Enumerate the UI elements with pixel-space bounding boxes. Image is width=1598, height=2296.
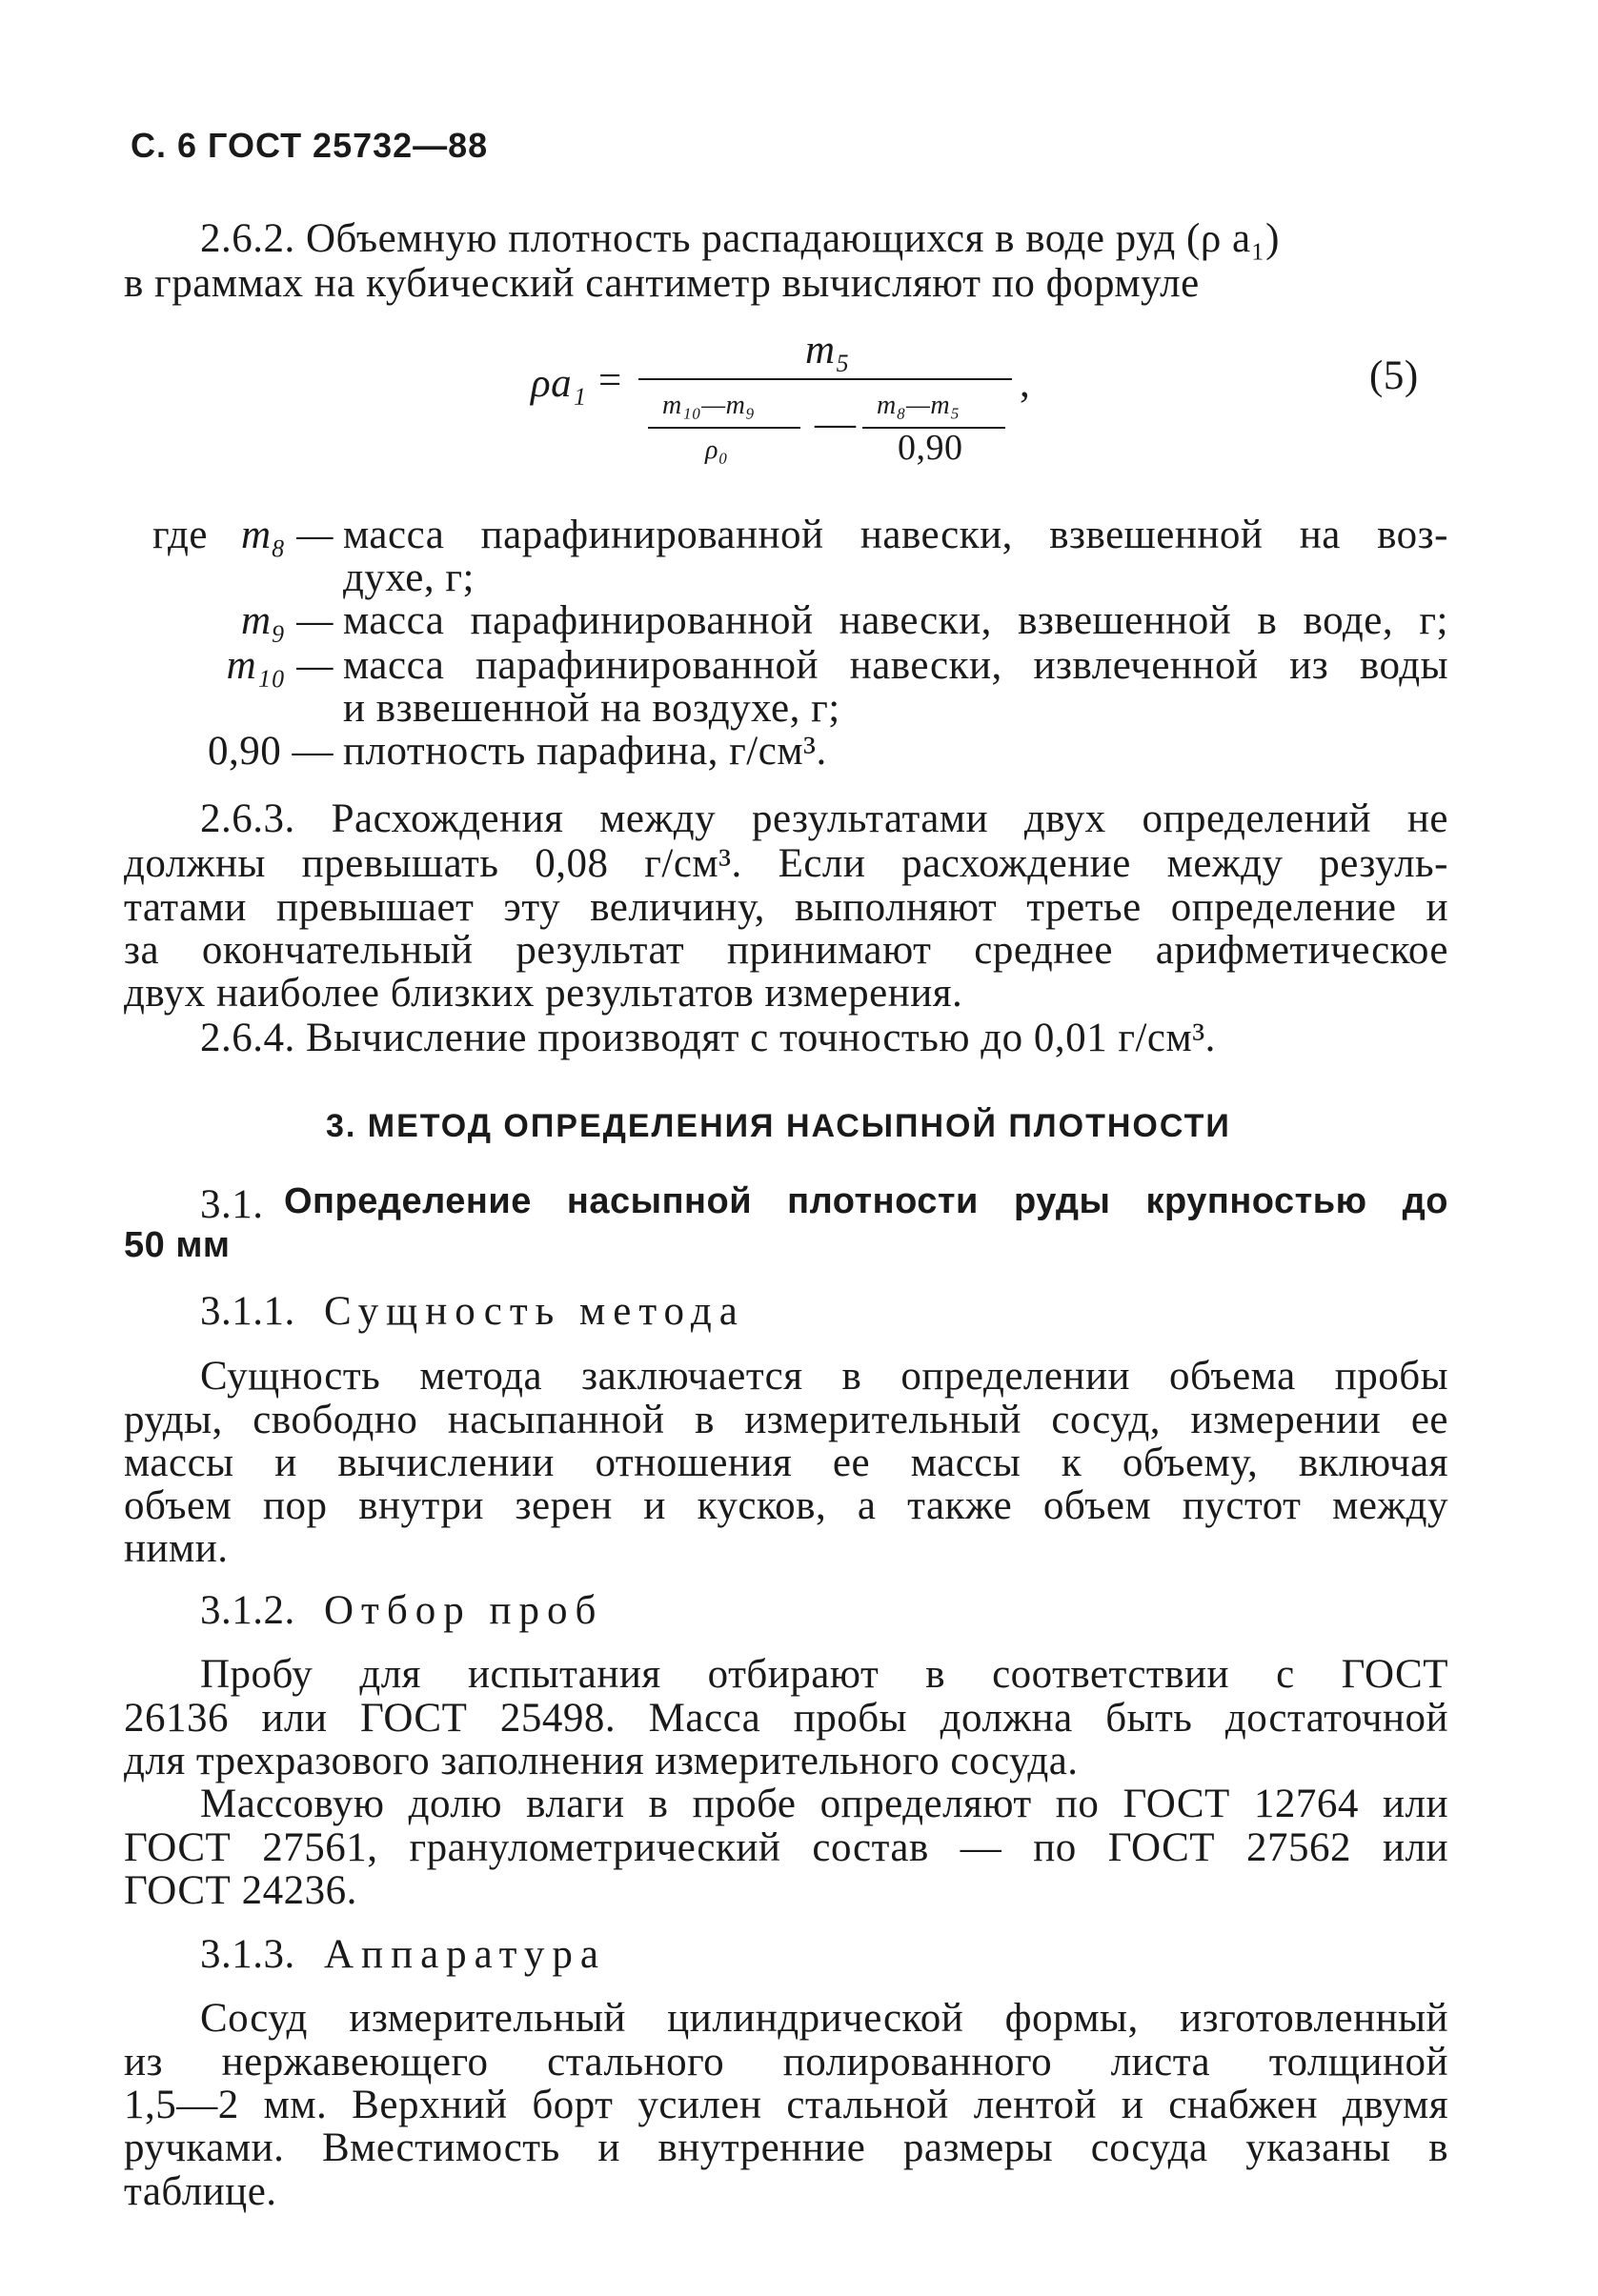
p-2-6-3-line3: татами превышает эту величину, выполняют третье определение и	[124, 885, 1448, 930]
formula-frac2-den: 0,90	[898, 428, 963, 468]
s3-1-2-line2: 26136 или ГОСТ 25498. Масса пробы должна быть достаточной	[124, 1696, 1448, 1741]
s3-1-2-line1: Пробу для испытания отбирают в соответствии с ГОСТ	[200, 1652, 1448, 1697]
s3-1-2-line4: Массовую долю влаги в пробе определяют по ГОСТ 12764 или	[200, 1782, 1448, 1826]
where-def-m10-line1: масса парафинированной навески, извлеченной из воды	[343, 643, 1448, 688]
where-sym-m8: m₈ —	[241, 513, 334, 557]
where-sym-m9: m₉ —	[241, 598, 334, 643]
s3-1-3-line4: ручками. Вместимость и внутренние размеры сосуда указаны в	[124, 2125, 1448, 2170]
formula-frac1-num: m₁₀—m₉	[662, 391, 756, 420]
p-2-6-3-line5: двух наиболее близких результатов измерения.	[124, 971, 963, 1016]
formula-main-fraction-bar	[638, 378, 1012, 380]
formula-frac2-num: m₈—m₅	[877, 391, 961, 420]
p-2-6-3-line4: за окончательный результат принимают среднее арифметическое	[124, 928, 1448, 973]
where-sym-090: 0,90 —	[208, 729, 334, 774]
s3-1-1-line2: руды, свободно насыпанной в измерительный сосуд, измерении ее	[124, 1398, 1448, 1442]
s3-1-2-line5: ГОСТ 27561, гранулометрический состав — по ГОСТ 27562 или	[124, 1825, 1448, 1870]
s3-1-3-line3: 1,5—2 мм. Верхний борт усилен стальной лентой и снабжен двумя	[124, 2083, 1448, 2127]
p-2-6-2-line1: 2.6.2. Объемную плотность распадающихся в воде руд (ρ a₁)	[200, 216, 1280, 261]
s3-1-3-line1: Сосуд измерительный цилиндрической формы, изготовленный	[200, 1996, 1448, 2041]
where-def-m8-line1: масса парафинированной навески, взвешенной на воз-	[343, 513, 1448, 557]
where-def-m8-line2: духе, г;	[343, 555, 475, 600]
where-sym-m10: m₁₀ —	[226, 643, 334, 688]
where-def-m10-line2: и взвешенной на воздухе, г;	[343, 686, 840, 731]
where-intro: где	[152, 513, 208, 557]
section-3-title: 3. МЕТОД ОПРЕДЕЛЕНИЯ НАСЫПНОЙ ПЛОТНОСТИ	[326, 1108, 1231, 1144]
p-2-6-2-line2: в граммах на кубический сантиметр вычисляют по формуле	[124, 261, 1200, 306]
s3-1-1-line5: ними.	[124, 1526, 229, 1571]
s3-1-1-number: 3.1.1.	[200, 1289, 295, 1334]
s3-1-title-line2: 50 мм	[124, 1225, 231, 1265]
formula-minus: —	[815, 401, 857, 446]
s3-1-1-title: Сущность метода	[324, 1289, 745, 1334]
formula-equals: =	[598, 358, 622, 403]
s3-1-title-line1: Определение насыпной плотности руды крупностью до	[284, 1181, 1448, 1221]
s3-1-3-line2: из нержавеющего стального полированного листа толщиной	[124, 2040, 1448, 2085]
formula-frac1-bar	[648, 427, 800, 429]
s3-1-2-number: 3.1.2.	[200, 1588, 295, 1633]
formula-number: (5)	[1369, 353, 1419, 398]
s3-1-2-line6: ГОСТ 24236.	[124, 1868, 357, 1913]
s3-1-3-line5: таблице.	[124, 2169, 277, 2214]
s3-1-3-number: 3.1.3.	[200, 1932, 295, 1977]
p-2-6-3-line2: должны превышать 0,08 г/см³. Если расхождение между резуль-	[124, 841, 1448, 886]
s3-1-1-line4: объем пор внутри зерен и кусков, а также объем пустот между	[124, 1483, 1448, 1528]
where-def-m9: масса парафинированной навески, взвешенной в воде, г;	[343, 598, 1448, 643]
formula-frac1-den: ρ₀	[705, 435, 729, 465]
s3-1-1-line3: массы и вычислении отношения ее массы к объему, включая	[124, 1440, 1448, 1485]
s3-1-number: 3.1.	[200, 1182, 264, 1227]
s3-1-1-line1: Сущность метода заключается в определении объема пробы	[200, 1354, 1448, 1399]
where-def-090: плотность парафина, г/см³.	[343, 729, 827, 774]
s3-1-2-line3: для трехразового заполнения измерительного сосуда.	[124, 1739, 1079, 1783]
s3-1-3-title: Аппаратура	[324, 1932, 606, 1977]
formula-comma: ,	[1020, 361, 1031, 406]
p-2-6-3-line1: 2.6.3. Расхождения между результатами двух определений не	[200, 796, 1448, 841]
page-header: С. 6 ГОСТ 25732—88	[131, 126, 489, 165]
s3-1-2-title: Отбор проб	[324, 1588, 604, 1633]
p-2-6-4: 2.6.4. Вычисление производят с точностью до 0,01 г/см³.	[200, 1016, 1216, 1060]
formula-numerator: m₅	[805, 328, 851, 373]
formula-lhs: ρa₁	[531, 361, 587, 406]
